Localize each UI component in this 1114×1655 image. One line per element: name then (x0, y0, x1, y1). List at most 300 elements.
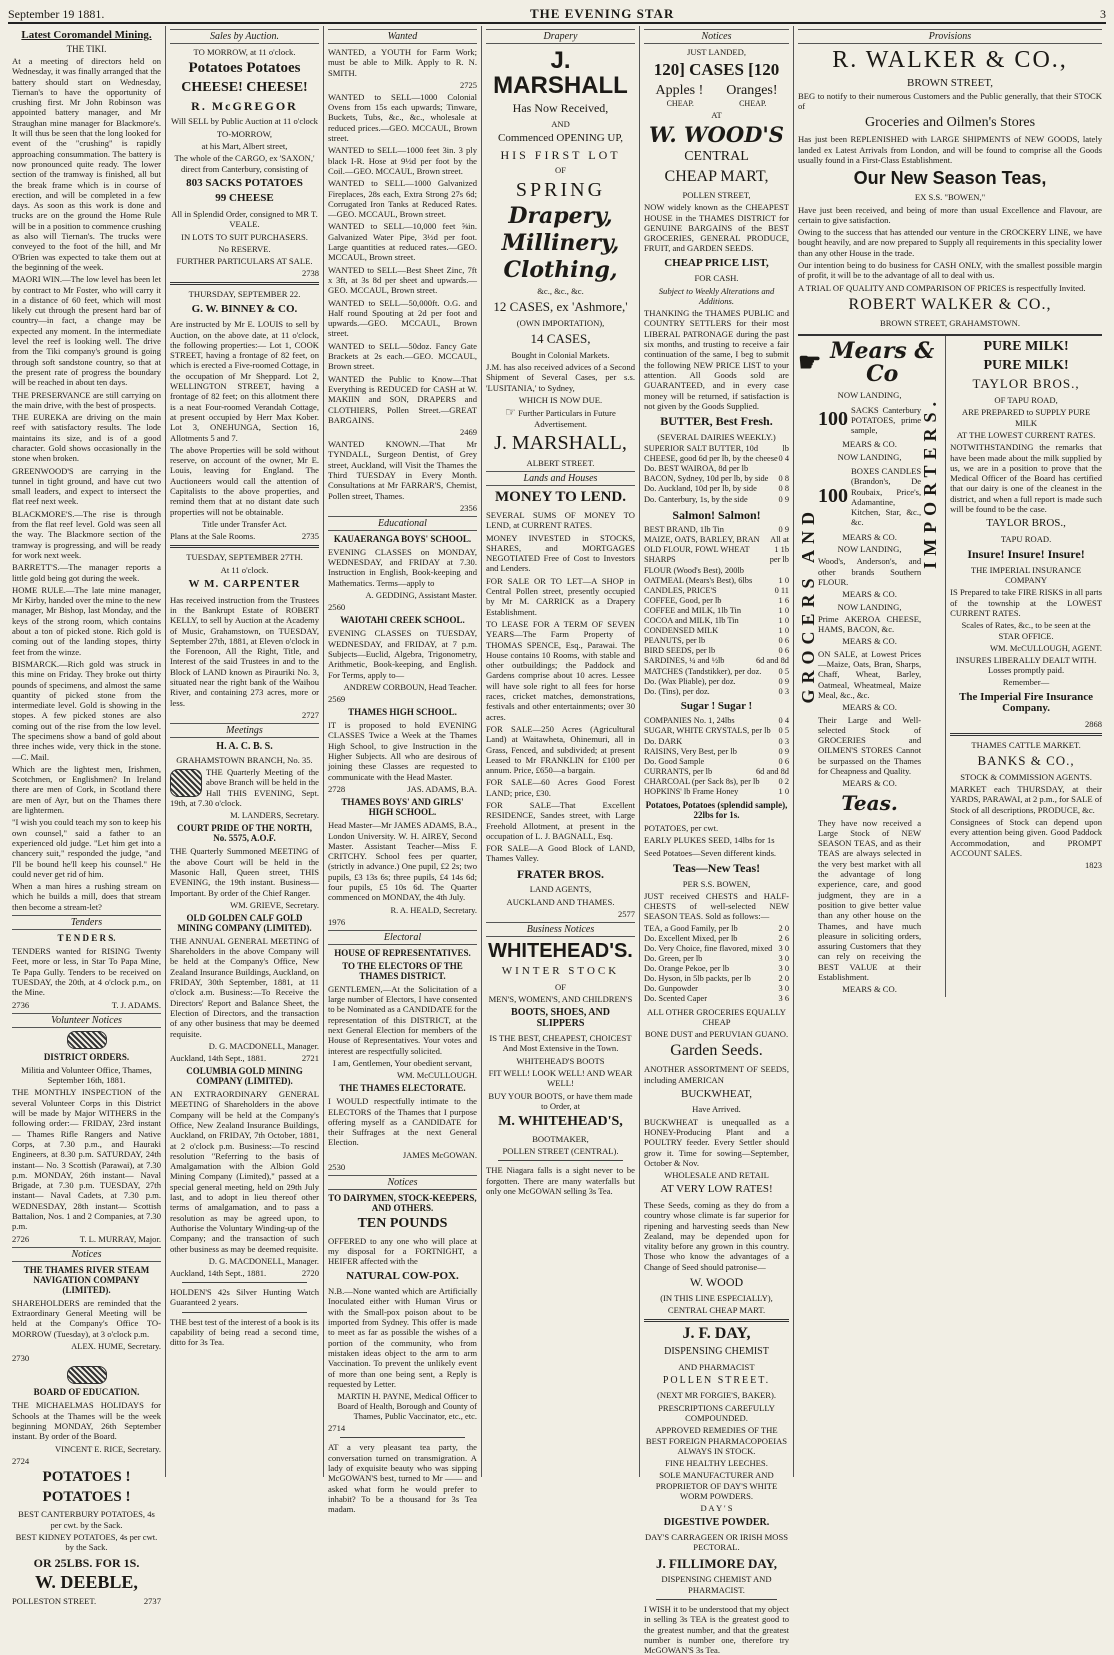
drapery-line: AND (551, 118, 570, 129)
column-6 (794, 26, 1106, 1477)
potatoes-heading-2: POTATOES ! (42, 1488, 131, 1505)
article-para: MAORI WIN.—The low level has been let by contract to Mr Foster, who will carry it in a distance of 60 feet, which will most likely cut through the present hard bar of country—in fact, a change may be expected any moment. In the intermediate level the reef is looking well. The drive from the Tiki company's ground is going through soft sandstone country, so that at the present rate of progress the boundary will be reached in about ten days. (12, 274, 161, 388)
pure-milk-heading-2: PURE MILK! (983, 357, 1069, 373)
walker-address: BROWN STREET, GRAHAMSTOWN. (879, 317, 1021, 328)
price-item: RAISINS, Very Best, per lb (644, 746, 737, 756)
price-item: Do. (Tins), per doz. (644, 686, 710, 696)
walker-text: Owing to the success that has attended our venture in the CROCKERY LINE, we have bought heavily, and are now prepared to Supply all requirements in this speciality lower than any other House in the trade. (798, 227, 1102, 258)
section-meetings: Meetings (170, 723, 319, 738)
price-row (644, 964, 789, 974)
price-value: 0 2 (778, 776, 789, 786)
price-item: Do. Auckland, 10d per lb, by side (644, 484, 757, 494)
article-para: THE PRESERVANCE are still carrying on the main drive, with the best of prospects. (12, 389, 161, 410)
price-item: OATMEAL (Mears's Best), 6lbs (644, 575, 753, 585)
school-heading: KAUAERANGA BOYS' SCHOOL. (333, 533, 472, 544)
meeting-heading: COLUMBIA GOLD MINING COMPANY (LIMITED). (186, 1066, 303, 1087)
insure-line: INSURES LIBERALLY DEALT WITH. Losses promptly paid. (955, 654, 1097, 676)
address: POLLEN STREET. (662, 1374, 771, 1386)
section-business-notices: Business Notices (486, 922, 635, 937)
meeting-text: THE Quarterly Summoned MEETING of the above Court will be held in the Masonic Hall, Queen street, THIS EVENING, the 19th instant. Business—Important. By order of the Chief Ranger. (170, 846, 319, 898)
price-row (644, 576, 789, 586)
drapery-line: &c., &c., &c. (537, 285, 584, 296)
wanted-ad: WANTED to SELL—50,000ft. O.G. and Half round Spouting at 2d per foot and upwards.—GEO. MCCAUL, Brown street. (328, 297, 477, 339)
electoral-text: I WOULD respectfully intimate to the ELECTORS of the Thames that I purpose offering myself as a CANDIDATE for their Suffrages at the next General Election. (328, 1096, 477, 1148)
mears-sig: MEARS & CO. (842, 531, 897, 542)
milk-block (946, 336, 1102, 997)
price-row (644, 747, 789, 757)
ad-number: 2730 (12, 1353, 30, 1364)
article-para: At a meeting of directors held on Wednesday, it was finally arranged that the battery should start on Wednesday, Tiernan's to have the opportunity of crushing first. Mr John Robinson was appointed battery manager, and Mr Straughan mine manager for Blackmore's. It will thus be seen that the long looked for event of the "crushing" is rapidly approaching consummation. The battery is now pronounced quite ready. The lower section of the tramway is finished, all but the break frame which is in course of erection, and will be completed in a few days. As soon as this work is done and trucks are on the ground the Home Rule will be in a position to commence crushing as also will Tiernan's. The trucks were conveyed to the foot of the hill, and Mr O'Brien was expected to take them out at the beginning of the week. (12, 56, 161, 272)
price-row (644, 535, 789, 545)
whitehead-boots: BOOTS, SHOES, AND SLIPPERS (511, 1007, 610, 1029)
groceries-heading: Groceries and Oilmen's Stores (864, 114, 1036, 130)
wood-line: Subject to Weekly Alterations and Additions. (658, 285, 775, 306)
school-text: IT is proposed to hold EVENING CLASSES Twice a Week at the Thames High School, to give Instruction in the Higher Subjects. All who are desirous of joining these Classes are requested to communicate with the Head Master. (328, 720, 477, 782)
filler-text: AT a very pleasant tea party, the conversation turned on transmigration. A lady of exquisite beauty who was sipping McGOWAN'S best, turned to Mr —— and asked what form he would prefer to inhabit? To be a thousand for 3s Tea madam. (328, 1442, 477, 1515)
mears-sig: MEARS & CO. (842, 636, 897, 647)
price-value: 0 9 (778, 746, 789, 756)
tenders-text: TENDERS wanted for RISING Twenty Feet, more or less, in Star To Papa Mine, Te Papa Gully. Tenders to be received on TUESDAY, the 20th, at 4 o'clock p.m., on the Mine. (12, 946, 161, 998)
section-electoral: Electoral (328, 930, 477, 945)
price-row (644, 646, 789, 656)
section-notices: Notices (328, 1175, 477, 1190)
cheap-row (644, 99, 789, 108)
central-heading: CENTRAL (684, 149, 749, 165)
article-para: BARRETT'S.—The manager reports a little gold being got during the week. (12, 562, 161, 583)
cases-heading: 120] CASES [120 (653, 60, 780, 80)
teas-heading: Our New Season Teas, (853, 168, 1047, 189)
price-item: Do. Hyson, in 5lb packts, per lb (644, 974, 751, 984)
electoral-heading: TO THE ELECTORS OF THE THAMES DISTRICT. (342, 960, 463, 981)
wood-text: BUCKWHEAT is unequalled as a HONEY-Producing Plant and a POULTRY feeder. Every Settler should grow it. Time for sowing—September, October & Nov. (644, 1116, 789, 1168)
meeting-footer (170, 1053, 319, 1063)
section-educational: Educational (328, 516, 477, 531)
ad-number: 2721 (301, 1052, 319, 1063)
masthead (8, 0, 1106, 24)
price-item: Do. BEST WAIROA, 8d per lb (644, 464, 749, 474)
electoral-text: I am, Gentlemen, Your obedient servant, (332, 1057, 473, 1068)
tenders-heading: T E N D E R S. (57, 933, 116, 944)
signature: A. GEDDING, Assistant Master. (365, 590, 477, 601)
auction-line: FURTHER PARTICULARS AT SALE. (176, 256, 313, 267)
mears-line: They have now received a Large Stock of NEW SEASON TEAS, and as their TEAS are always selected in the very best market with all the advantage of long experience, care, and good judgment, they are in a position to give better value than any other house on the Thames, and have much pleasure in soliciting orders, assuring Customers that they can rely on receiving the BEST VALUE at their Establishment. (818, 817, 922, 983)
wood-line: CENTRAL CHEAP MART. (667, 1304, 766, 1315)
signature: D. G. MACDONELL, Manager. (208, 1255, 319, 1266)
cowpox-heading: NATURAL COW-POX. (346, 1269, 459, 1282)
mears-sig: MEARS & CO. (842, 778, 897, 789)
school-footer (328, 784, 477, 794)
price-row (644, 454, 789, 464)
price-row (644, 677, 789, 687)
land-ad: FOR SALE—That Excellent RESIDENCE, Sandes street, with Large Freehold Allotment, at present in the occupation of L. J. BAGNALL, Esq. (486, 800, 635, 841)
wood-line: ALL OTHER GROCERIES EQUALLY CHEAP (647, 1006, 786, 1027)
price-value: 2 6 (778, 933, 789, 943)
price-item: SUGAR, WHITE CRYSTALS, per lb (644, 726, 771, 736)
mears-heading (798, 340, 941, 386)
drapery-line (486, 407, 635, 429)
insure-line: Remember— (1002, 677, 1050, 688)
whitehead-line: WINTER STOCK (501, 964, 620, 977)
price-row (644, 726, 789, 736)
filler-text: THE Niagara falls is a sight never to be forgotten. There are many waterfalls but only one McGOWAN selling 3s Tea. (486, 1165, 635, 1197)
mears-line: BOXES CANDLES (Brandon's, De Roubaix, Price's, Adamantine, Kitchen, Star, &c., &c. (851, 465, 922, 528)
taylor-sig: TAYLOR BROS., (986, 517, 1066, 530)
meeting-heading: H. A. C. B. S. (216, 740, 273, 752)
price-row (644, 737, 789, 747)
cases-line: 12 CASES, ex 'Ashmore,' (493, 299, 628, 315)
drapery-heading: Drapery, (508, 202, 613, 229)
vertical-label-importers: IMPORTERS. (920, 396, 941, 569)
auction-line: Title under Transfer Act. (202, 518, 287, 529)
article-para: "I wish you could teach my son to keep his own counsel," said a father to an experienced old judge. "Let him get into a chancery suit," responded the judge, "and I'll be bound he'll keep his counsel." He could never get rid of him. (12, 817, 161, 879)
price-value: 2 0 (778, 923, 789, 933)
price-value: 3 0 (778, 954, 789, 964)
crest-icon (67, 1031, 107, 1049)
price-value: 3 0 (778, 964, 789, 974)
price-item: BIRD SEEDS, per lb (644, 646, 716, 656)
section-notices: Notices (12, 1247, 161, 1262)
day-line: DISPENSING CHEMIST (664, 1346, 769, 1358)
wood-name: W. WOOD (689, 1275, 744, 1290)
day-line: PRESCRIPTIONS CAREFULLY COMPOUNDED. (658, 1402, 775, 1423)
ad-number: 2868 (1085, 718, 1102, 729)
ad-number: 2724 (12, 1455, 30, 1466)
price-value: 0 6 (778, 756, 789, 766)
price-row (644, 984, 789, 994)
wood-text: NOW widely known as the CHEAPEST HOUSE in the THAMES DISTRICT for GENUINE BARGAINS of the BEST GROCERIES, GENERAL PRODUCE, FRUIT, and GARDEN SEEDS. (644, 202, 789, 254)
wood-line: FOR CASH. (694, 273, 739, 284)
price-row (644, 545, 789, 555)
whitehead-line: FIT WELL! LOOK WELL! AND WEAR WELL! (488, 1068, 633, 1089)
address: POLLEN STREET, (682, 189, 751, 200)
river-navigation-text: SHAREHOLDERS are reminded that the Extraordinary General Meeting will be held at the Company's Office TO-MORROW (Tuesday), at 3 o'clock p.m. (12, 1297, 161, 1339)
potatoes-line: EARLY PLUKES SEED, 14lbs for 1s (644, 835, 775, 846)
taylor-line: ARE PREPARED to SUPPLY PURE MILK (961, 407, 1091, 428)
cheese-count: 99 CHEESE (215, 192, 274, 205)
price-row (644, 934, 789, 944)
section-tenders: Tenders (12, 915, 161, 930)
price-row (644, 757, 789, 767)
filler-text: HOLDEN'S 42s Silver Hunting Watch Guaranteed 2 years. (170, 1287, 319, 1308)
school-text: EVENING CLASSES on MONDAY, WEDNESDAY, and FRIDAY at 7.30. Instruction in English, Book-keeping and Mathematics. Terms—apply to (328, 546, 477, 588)
pointing-hand-icon: ☛ (798, 348, 822, 378)
price-value: 1 0 (778, 787, 789, 796)
ad-number: 2728 (328, 783, 346, 794)
day-heading: J. F. DAY, (682, 1325, 751, 1343)
price-row (644, 954, 789, 964)
signature: WM. GRIEVE, Secretary. (230, 899, 319, 910)
school-text: EVENING CLASSES on TUESDAY, WEDNESDAY, and FRIDAY, at 7 p.m. Subjects—Euclid, Algebra, Trigonometry, Arithmetic, Book-keeping, and English. For Terms, apply to— (328, 628, 477, 680)
price-row (644, 636, 789, 646)
ad-number: 2530 (328, 1161, 346, 1172)
ad-number: 2725 (460, 79, 477, 90)
drapery-line: Has Now Received, (512, 101, 609, 116)
price-value: 0 3 (778, 736, 789, 746)
meeting-date: Auckland, 14th Sept., 1881. (170, 1267, 267, 1278)
auction-date: THURSDAY, SEPTEMBER 22. (188, 289, 301, 300)
auction-line: The whole of the CARGO, ex 'SAXON,' direct from Canterbury, consisting of (174, 153, 315, 174)
meeting-text: THE Quarterly Meeting of the above Branch will be held in the Hall THIS EVENING, Sept. 19th, at 7.30 o'clock. (170, 767, 319, 809)
river-navigation-heading: THE THAMES RIVER STEAM NAVIGATION COMPANY (LIMITED). (23, 1264, 150, 1295)
price-row (644, 566, 789, 576)
potatoes-line: BEST CANTERBURY POTATOES, 4s per cwt. by the Sack. (18, 1509, 155, 1530)
land-ad: MONEY INVESTED in STOCKS, SHARES, and MORTGAGES NEGOTIATED Free of Cost to Investors and Lenders. (486, 532, 635, 574)
price-item: MATCHES (Tandstikker), per doz. (644, 666, 762, 676)
auction-line: Will SELL by Public Auction at 11 o'clock (171, 116, 318, 127)
electoral-text: GENTLEMEN,—At the Solicitation of a large number of Electors, I have consented to be Nominated as a CANDIDATE for the representation of this DISTRICT, at the next General Election for members of the House of Representatives. Your votes and interest are respectfully solicited. (328, 983, 477, 1056)
fillimore-heading: J. FILLIMORE DAY, (655, 1555, 778, 1571)
price-item: CANDLES, PRICE'S (644, 585, 717, 595)
address: POLLESTON STREET. (12, 1596, 97, 1607)
price-row (644, 687, 789, 697)
mears-line: Wood's, Anderson's, and other brands Southern FLOUR. (818, 556, 922, 587)
cheap-label: CHEAP. (666, 99, 694, 109)
day-line: DISPENSING CHEMIST AND PHARMACIST. (661, 1574, 772, 1595)
price-item: Do. (Wax Pliable), per doz. (644, 676, 736, 686)
wood-text: These Seeds, coming as they do from a country whose climate is far superior for ripening and harvesting seeds than New Zealand, may be depended upon for vitality before any grown in this country. Those who know the advantages of a Change of Seed should patronise— (644, 1199, 789, 1272)
ad-number: 1823 (1085, 860, 1102, 871)
whitehead-line: BOOTMAKER, (532, 1133, 589, 1144)
dairymen-text: OFFERED to any one who will place at my disposal for a FORTNIGHT, a HEIFER affected with the (328, 1235, 477, 1267)
wood-text: THANKING the THAMES PUBLIC and COUNTRY SETTLERS for their most LIBERAL PATRONAGE during the past six months, and trusting to receive a fair continuation of the same, I beg to submit the following NEW PRICE LIST to your attention. All Goods sold are GUARANTEED, and in every case money will be returned, if satisfaction is not given by the Goods Supplied. (644, 308, 789, 411)
meeting-footer (170, 1268, 319, 1278)
section-provisions: Provisions (798, 29, 1102, 44)
mears-line: NOW LANDING, (837, 390, 902, 401)
price-item: Do. Canterbury, 1s, by the side (644, 494, 748, 504)
price-value: 3 0 (778, 984, 789, 994)
signature: T. L. MURRAY, Major. (79, 1233, 161, 1244)
cheap-label: CHEAP. (739, 99, 767, 109)
price-item: Do. Scented Caper (644, 994, 708, 1004)
signature: D. G. MACDONELL, Manager. (208, 1040, 319, 1051)
potatoes-heading: POTATOES ! (42, 1468, 131, 1485)
potatoes-line: Seed Potatoes—Seven different kinds. (644, 847, 777, 858)
mears-name: Mears & Co (830, 338, 935, 388)
signature: T. J. ADAMS. (111, 999, 161, 1010)
taylor-line: AT THE LOWEST CURRENT RATES. (956, 429, 1096, 440)
price-value: All at (770, 535, 789, 545)
price-row (644, 444, 789, 454)
wood-line: WHOLESALE AND RETAIL (664, 1170, 769, 1181)
price-row (644, 484, 789, 494)
price-list-butter (644, 444, 789, 505)
ad-number: 2569 (328, 693, 346, 704)
price-row (644, 626, 789, 636)
price-row (644, 596, 789, 606)
price-value: 1 0 (778, 575, 789, 585)
taylor-heading: TAYLOR BROS., (972, 376, 1080, 392)
signature: JAS. ADAMS, B.A. (407, 783, 477, 794)
wanted-ad: WANTED to SELL—1000 feet 3in. 3 ply black I-R. Hose at 9½d per foot by the Coil.—GEO. MCCAUL, Brown street. (328, 145, 477, 176)
signature: ANDREW CORBOUN, Head Teacher. (343, 681, 477, 692)
subhead-tiki: THE TIKI. (66, 44, 107, 54)
auction-line: at his Mart, Albert street, (201, 140, 288, 151)
day-line: SOLE MANUFACTURER AND PROPRIETOR OF DAY'S WHITE WORM POWDERS. (655, 1470, 778, 1501)
district-orders-heading: DISTRICT ORDERS. (43, 1051, 130, 1062)
price-item: HOPKINS' lb Frame Honey (644, 787, 739, 796)
cattle-line: STOCK & COMMISSION AGENTS. (960, 771, 1092, 782)
mart-heading: CHEAP MART, (664, 168, 769, 186)
price-value: 0 5 (778, 726, 789, 736)
auctioneer-name: R. McGREGOR (191, 98, 298, 113)
masthead-title: THE EVENING STAR (529, 6, 675, 21)
price-value: 6d and 8d (755, 656, 789, 666)
wood-line: Have Arrived. (692, 1104, 741, 1115)
article-para: BLACKMORE'S.—The rise is through from the flat reef level. Gold was seen all the way. The Blackmore section of the tramway is progressing, and will be ready for work next week. (12, 508, 161, 560)
column-4 (482, 26, 640, 1477)
taylor-line: TAPU ROAD. (1000, 533, 1052, 544)
ad-number: 2560 (328, 602, 346, 613)
price-row (644, 495, 789, 505)
price-row (644, 944, 789, 954)
drapery-line: OF (555, 165, 566, 176)
wood-line: AT VERY LOW RATES! (660, 1183, 773, 1196)
price-row (644, 716, 789, 726)
column-5 (640, 26, 794, 1655)
potatoes-offer: OR 25LBS. FOR 1S. (33, 1555, 140, 1570)
potatoes-line: BEST KIDNEY POTATOES, 4s per cwt. by the Sack. (15, 1531, 158, 1553)
signature: ALEX. HUME, Secretary. (71, 1341, 161, 1352)
district-orders-sub: Militia and Volunteer Office, Thames, September 16th, 1881. (21, 1064, 152, 1086)
wood-heading: W. WOOD'S (649, 122, 784, 148)
pure-milk-heading: PURE MILK! (983, 339, 1069, 355)
price-value: 0 5 (778, 666, 789, 676)
school-heading: WAIOTAHI CREEK SCHOOL. (340, 615, 465, 626)
fruit-row (644, 83, 789, 99)
further-text: Further Particulars in Future Advertisement. (518, 408, 616, 429)
wood-line: PER S.S. BOWEN, (682, 878, 751, 889)
price-item: COCOA and MILK, 1lb Tin (644, 616, 739, 626)
cattle-text: MARKET each THURSDAY, at their YARDS, PARAWAI, at 2 p.m., for SALE of Stock of all descriptions, PRODUCE, &c. (950, 784, 1102, 815)
auction-line: No RESERVE. (218, 243, 271, 254)
electoral-heading: HOUSE OF REPRESENTATIVES. (334, 947, 471, 958)
signature: VINCENT E. RICE, Secretary. (55, 1443, 161, 1454)
land-ad: SEVERAL SUMS OF MONEY TO LEND, at CURRENT RATES. (486, 509, 635, 531)
meeting-sub: GRAHAMSTOWN BRANCH, No. 35. (176, 754, 313, 765)
signature: WM. McCULLOUGH, AGENT. (990, 642, 1102, 653)
marshall-heading: J. MARSHALL (493, 47, 628, 100)
taylor-line: OF TAPU ROAD, (994, 395, 1058, 406)
wanted-ad: WANTED to SELL—1000 Colonial Ovens from 15s each upwards; Tinware, Buckets, Tubs, &c., &c., wholesale at reduced prices.—GEO. MCCAUL, Brown street. (328, 91, 477, 144)
price-value: 6d and 8d (755, 766, 789, 776)
wood-line: AT (711, 110, 722, 121)
ad-number: 2726 (12, 1233, 30, 1244)
price-item: Do. Very Choice, fine flavored, mixed (644, 943, 773, 953)
price-value: 0 9 (778, 525, 789, 535)
auction-text: The above Properties will be sold without reserve, on account of the owner, Mr E. Louis, leaving for England. The Auctioneers would call the attention of Capitalists to the above properties, and remind them that at no distant date such properties will not be obtainable. (170, 444, 319, 517)
dairymen-heading: TO DAIRYMEN, STOCK-KEEPERS, AND OTHERS. (328, 1193, 477, 1214)
mears-candles (818, 464, 921, 530)
auction-line: Plans at the Sale Rooms. (170, 531, 256, 542)
price-row (644, 924, 789, 934)
mears-line: NOW LANDING, (837, 544, 902, 555)
millinery-heading: Millinery, (501, 229, 620, 256)
walker-heading: R. WALKER & CO., (832, 47, 1068, 73)
price-item: Do. Excellent Mixed, per lb (644, 933, 738, 943)
electoral-heading: THE THAMES ELECTORATE. (339, 1083, 466, 1094)
wood-line: (IN THIS LINE ESPECIALLY), (660, 1292, 773, 1303)
signature: MARTIN H. PAYNE, Medical Officer to Board of Health, Borough and County of Thames, Public Vaccinator, etc., etc. (337, 1391, 477, 1422)
apples-label: Apples ! (655, 83, 704, 99)
signature: JAMES McGOWAN. (402, 1149, 477, 1160)
mears-line: ON SALE, at Lowest Prices—Maize, Oats, Bran, Sharps, Chaff, Wheat, Barley, Oatmeal, Wheatmeal, Maize Meal, &c., &c. (818, 648, 922, 700)
cases-line: 14 CASES, (530, 331, 591, 347)
ten-pounds-heading: TEN POUNDS (357, 1216, 448, 1232)
whitehead-line: MEN'S, WOMEN'S, AND CHILDREN'S (488, 993, 633, 1004)
auction-time: At 11 o'clock. (220, 564, 269, 575)
price-row (644, 787, 789, 797)
price-list-heading: CHEAP PRICE LIST, (664, 256, 769, 269)
signature: WM. McCULLOUGH. (396, 1070, 477, 1081)
mears-line: SACKS Canterbury POTATOES, prime sample, (851, 404, 922, 436)
lodge-emblem-icon (170, 769, 202, 797)
mears-sig: MEARS & CO. (842, 702, 897, 713)
price-value: 0 6 (778, 636, 789, 646)
day-line: FINE HEALTHY LEECHES. (665, 1458, 768, 1469)
price-value: 3 0 (778, 943, 789, 953)
auction-date: TUESDAY, SEPTEMBER 27TH. (186, 552, 303, 563)
wanted-ad: WANTED to SELL—1000 Galvanized Fireplaces, 28s each, Extra Strong 27s 6d; Corrugated Iron Tanks at Reduced Rates.—GEO. MCCAUL, Brown street. (328, 178, 477, 220)
price-row (644, 464, 789, 474)
mears-line: NOW LANDING, (837, 601, 902, 612)
price-item: COFFEE and MILK, 1lb Tin (644, 605, 742, 615)
wood-line: BONE DUST and PERUVIAN GUANO. (644, 1029, 789, 1040)
price-value: 1 0 (778, 605, 789, 615)
marshall-footer: J. MARSHALL, (494, 431, 627, 454)
column-3 (324, 26, 482, 1515)
price-item: Do. Gunpowder (644, 984, 698, 994)
price-item: Do. DARK (644, 736, 683, 746)
insure-line: THE IMPERIAL INSURANCE COMPANY (970, 564, 1082, 586)
drapery-line: (OWN IMPORTATION), (516, 317, 605, 328)
masthead-date: September 19 1881. (8, 7, 105, 21)
wanted-ad: WANTED to SELL—Best Sheet Zinc, 7ft x 3ft, at 3s 8d per sheet and upwards.—GEO. MCCAUL, Brown street. (328, 264, 477, 296)
meeting-text: AN EXTRAORDINARY GENERAL MEETING of Shareholders in the above Company will be held at the Company's Office, New Zealand Insurance Buildings, Auckland, on FRIDAY, 7th October, 1881, at 2 o'clock p.m. Business:—To rescind resolution "Referring to the basis of Amalgamation with the Albion Gold Mining Company (Limited)," passed at a special general meeting, held on 29th July last, and to adopt in lieu thereof other terms of amalgamation, and to pass a resolution as may be agreed upon, to Authorise the Voluntary Winding-up of the Company; and the transaction of such other business as may be deemed requisite. (170, 1089, 319, 1254)
banks-heading: BANKS & CO., (977, 753, 1075, 769)
article-para: When a man hires a rushing stream on which he builds a mill, does that stream then become a stream-let? (12, 881, 161, 912)
walker-text: Have just been received, and being of more than usual Excellence and Flavour, are certain to give satisfaction. (798, 204, 1102, 225)
drapery-text: J.M. has also received advices of a Second Shipment of Several Cases, per s.s. 'LUSITANIA,' to Sydney, (486, 362, 635, 393)
wanted-ad: WANTED, a YOUTH for Farm Work; must be able to Milk. Apply to R. N. SMITH. (328, 47, 477, 78)
day-line: AND PHARMACIST (678, 1361, 755, 1372)
day-line: APPROVED REMEDIES OF THE BEST FOREIGN PHARMACOPOEIAS ALWAYS IN STOCK. (645, 1425, 788, 1456)
price-list-salmon (644, 525, 789, 697)
meeting-text: THE ANNUAL GENERAL MEETING of Shareholders in the above Company will be held at the Company's Office, New Zealand Insurance Buildings, Auckland, on FRIDAY, 30th September, 1881, at 11 o'clock a.m. Business:—To Receive the Directors' Report and Balance Sheet, the Election of Directors, and the transaction of any other business that may be deemed requisite. (170, 935, 319, 1039)
auction-line: IN LOTS TO SUIT PURCHASERS. (181, 231, 308, 242)
land-ad: FOR SALE—250 Acres (Agricultural Land) at Waitawheta, Ohinemuri, all in Grass, Fenced, and subdivided; at present Leased to Mr FRANKLIN for £100 per annum. Price, £650—a bargain. (486, 723, 635, 776)
mears-sig: MEARS & CO. (842, 439, 897, 450)
price-row (644, 586, 789, 596)
whitehead-line: WHITEHEAD'S BOOTS (516, 1055, 605, 1066)
district-orders-footer (12, 1234, 161, 1244)
price-item: SUPERIOR SALT BUTTER, 10d (644, 444, 759, 454)
school-text: Head Master—Mr JAMES ADAMS, B.A., London University. W. H. AIREY, Second Master. Assistant Teacher—Miss F. CRITCHY. School fees per quarter, (strictly in advance.) One pupil, £2 2s; two pupils, £3 13s 6s; three pupils, £4 14s 6d; four pupils, £5 10s 6d. The Quarter commenced on MONDAY, the 4th July. (328, 820, 477, 903)
wanted-ad: WANTED to SELL—50doz. Fancy Gate Brackets at 2s each.—GEO. MCCAUL, Brown street. (328, 340, 477, 372)
price-row (644, 974, 789, 984)
mears-sig: MEARS & CO. (842, 984, 897, 995)
drapery-line: Commenced OPENING UP, (498, 132, 623, 145)
wanted-ad: WANTED KNOWN.—That Mr TYNDALL, Surgeon Dentist, of Grey street, Auckland, will Visit the Thames the Third TUESDAY in Every Month. Consultations at Mr FARRAR'S, Chemist, Pollen street, Thames. (328, 439, 477, 501)
school-heading: THAMES BOYS' AND GIRLS' HIGH SCHOOL. (341, 797, 464, 818)
address: POLLEN STREET (CENTRAL). (502, 1146, 619, 1157)
auction-line: TO-MORROW, (216, 128, 273, 139)
mears-potatoes (818, 403, 921, 438)
walker-line: EX S.S. "BOWEN," (914, 192, 986, 203)
article-para: HOME RULE.—The late mine manager, Mr Kirby, handed over the mine to the new manager, Mr Bishop, last Monday, and the keys of the strong room, which contains about a ton of picked stone. Rich gold is coming out of the landing stopes, thirty feet from the winze. (12, 584, 161, 657)
price-value: 1 1b (774, 545, 789, 555)
wanted-ad: WANTED the Public to Know—That Everything is REDUCED for CASH at W. MAKIIN and SON, DRAPERS and CLOTHIERS, Pollen Street.—GREAT BARGAINS. (328, 373, 477, 425)
spring-heading: SPRING (515, 178, 606, 201)
